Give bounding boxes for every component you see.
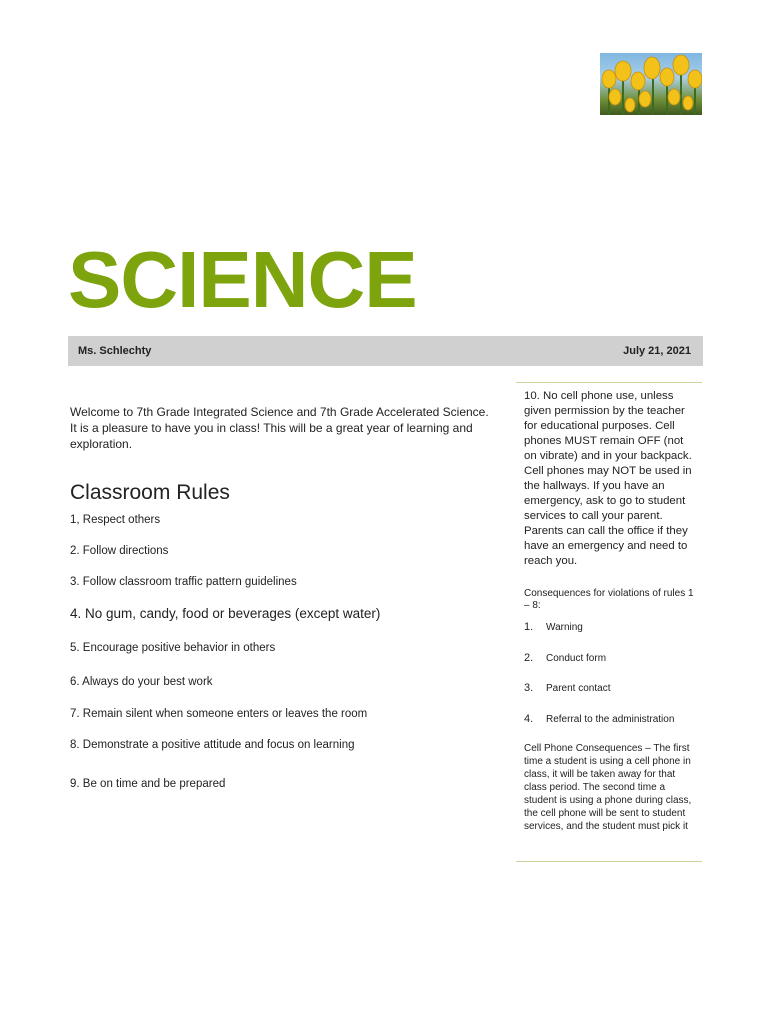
consequence-number: 4.: [524, 713, 534, 725]
consequence-text: Warning: [546, 622, 583, 633]
rule-item: 8. Demonstrate a positive attitude and focus on learning: [70, 739, 355, 751]
consequence-item: [524, 652, 606, 664]
rule-item: 4. No gum, candy, food or beverages (except water): [70, 606, 381, 621]
consequence-number: 1.: [524, 621, 534, 633]
consequence-text: Conduct form: [546, 653, 607, 664]
rule-item: 5. Encourage positive behavior in others: [70, 642, 276, 654]
cell-phone-rule: 10. No cell phone use, unless given permission by the teacher for educational purposes. Cell phones MUST remain OFF (not on vibrate) and in your backpack. Cell phones may NOT be used in the hallways. If you have an emergency, ask to go to student services to call your parent. Parents can call the office if they have an emergency and need to reach you.: [524, 390, 692, 567]
classroom-rules-heading: Classroom Rules: [70, 481, 230, 504]
rule-item: 9. Be on time and be prepared: [70, 778, 226, 790]
rule-item: 2. Follow directions: [70, 545, 169, 557]
rule-item: 7. Remain silent when someone enters or leaves the room: [70, 708, 368, 720]
byline-bar: [68, 336, 703, 366]
rule-item: 3. Follow classroom traffic pattern guidelines: [70, 576, 297, 588]
consequences-title: Consequences for violations of rules 1 – 8:: [524, 588, 694, 611]
consequence-number: 2.: [524, 652, 534, 664]
consequence-text: Referral to the administration: [546, 714, 675, 725]
consequence-text: Parent contact: [546, 683, 611, 694]
consequence-item: [524, 621, 583, 633]
consequence-number: 3.: [524, 682, 534, 694]
rule-item: 6. Always do your best work: [70, 676, 213, 688]
welcome-text: Welcome to 7th Grade Integrated Science and 7th Grade Accelerated Science. It is a pleasure to have you in class! This will be a great year of learning and exploration.: [70, 405, 489, 451]
teacher-name: Ms. Schlechty: [78, 345, 152, 357]
consequence-item: [524, 682, 610, 694]
rule-item: 1, Respect others: [70, 514, 161, 526]
sidebar: [516, 382, 702, 862]
tulips-photo: [600, 53, 702, 115]
newsletter-date: July 21, 2021: [623, 345, 691, 357]
page-title: SCIENCE: [68, 235, 417, 324]
consequence-item: [524, 713, 674, 725]
cell-phone-consequences: Cell Phone Consequences – The first time a student is using a cell phone in class, it will be taken away for that class period. The second time a student is using a phone during class, the cell phone will be sent to student services, and the student must pick it: [524, 743, 692, 832]
